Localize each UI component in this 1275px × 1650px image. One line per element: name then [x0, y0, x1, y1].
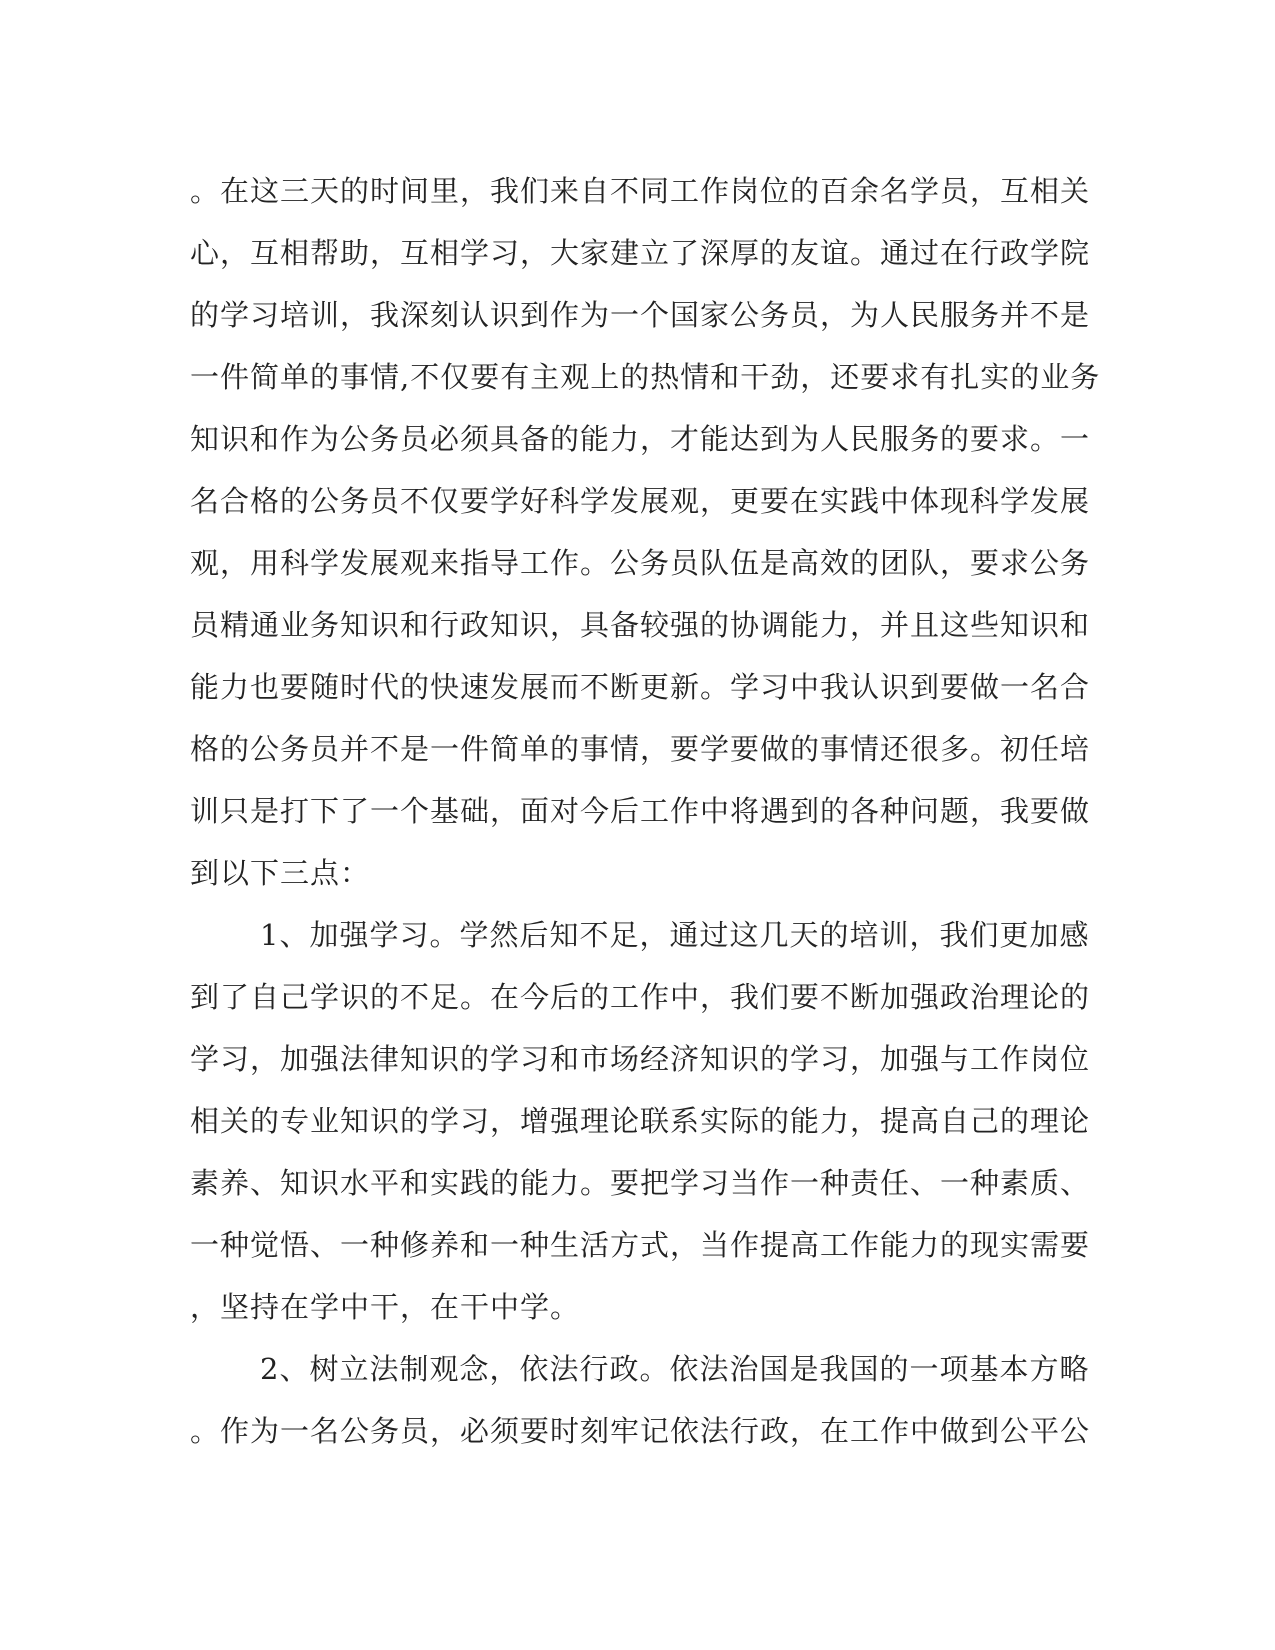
paragraph-line: 到了自己学识的不足。在今后的工作中，我们要不断加强政治理论的 — [190, 980, 1091, 1014]
paragraph-line: 训只是打下了一个基础，面对今后工作中将遇到的各种问题，我要做 — [190, 794, 1091, 828]
paragraph-line: 2、树立法制观念，依法行政。依法治国是我国的一项基本方略 — [260, 1352, 1090, 1386]
document-body — [190, 160, 1101, 1462]
paragraph-line: 知识和作为公务员必须具备的能力，才能达到为人民服务的要求。一 — [190, 422, 1091, 456]
paragraph-3 — [190, 1338, 1091, 1462]
paragraph-line: 的学习培训，我深刻认识到作为一个国家公务员，为人民服务并不是 — [190, 298, 1091, 332]
paragraph-line: 格的公务员并不是一件简单的事情，要学要做的事情还很多。初任培 — [190, 732, 1091, 766]
paragraph-line: ，坚持在学中干，在干中学。 — [190, 1290, 581, 1324]
paragraph-line: 素养、知识水平和实践的能力。要把学习当作一种责任、一种素质、 — [190, 1166, 1091, 1200]
paragraph-line: 一件简单的事情,不仅要有主观上的热情和干劲，还要求有扎实的业务 — [190, 360, 1101, 394]
paragraph-2 — [190, 904, 1091, 1338]
paragraph-line: 。作为一名公务员，必须要时刻牢记依法行政，在工作中做到公平公 — [190, 1414, 1091, 1448]
paragraph-line: 心，互相帮助，互相学习，大家建立了深厚的友谊。通过在行政学院 — [190, 236, 1091, 270]
paragraph-line: 能力也要随时代的快速发展而不断更新。学习中我认识到要做一名合 — [190, 670, 1091, 704]
paragraph-line: 一种觉悟、一种修养和一种生活方式，当作提高工作能力的现实需要 — [190, 1228, 1091, 1262]
paragraph-line: 。在这三天的时间里，我们来自不同工作岗位的百余名学员，互相关 — [190, 174, 1091, 208]
paragraph-1 — [190, 160, 1101, 904]
paragraph-line: 1、加强学习。学然后知不足，通过这几天的培训，我们更加感 — [260, 918, 1090, 952]
paragraph-line: 名合格的公务员不仅要学好科学发展观，更要在实践中体现科学发展 — [190, 484, 1091, 518]
paragraph-line: 员精通业务知识和行政知识，具备较强的协调能力，并且这些知识和 — [190, 608, 1091, 642]
paragraph-line: 到以下三点： — [190, 856, 371, 890]
paragraph-line: 学习，加强法律知识的学习和市场经济知识的学习，加强与工作岗位 — [190, 1042, 1091, 1076]
paragraph-line: 观，用科学发展观来指导工作。公务员队伍是高效的团队，要求公务 — [190, 546, 1091, 580]
paragraph-line: 相关的专业知识的学习，增强理论联系实际的能力，提高自己的理论 — [190, 1104, 1091, 1138]
